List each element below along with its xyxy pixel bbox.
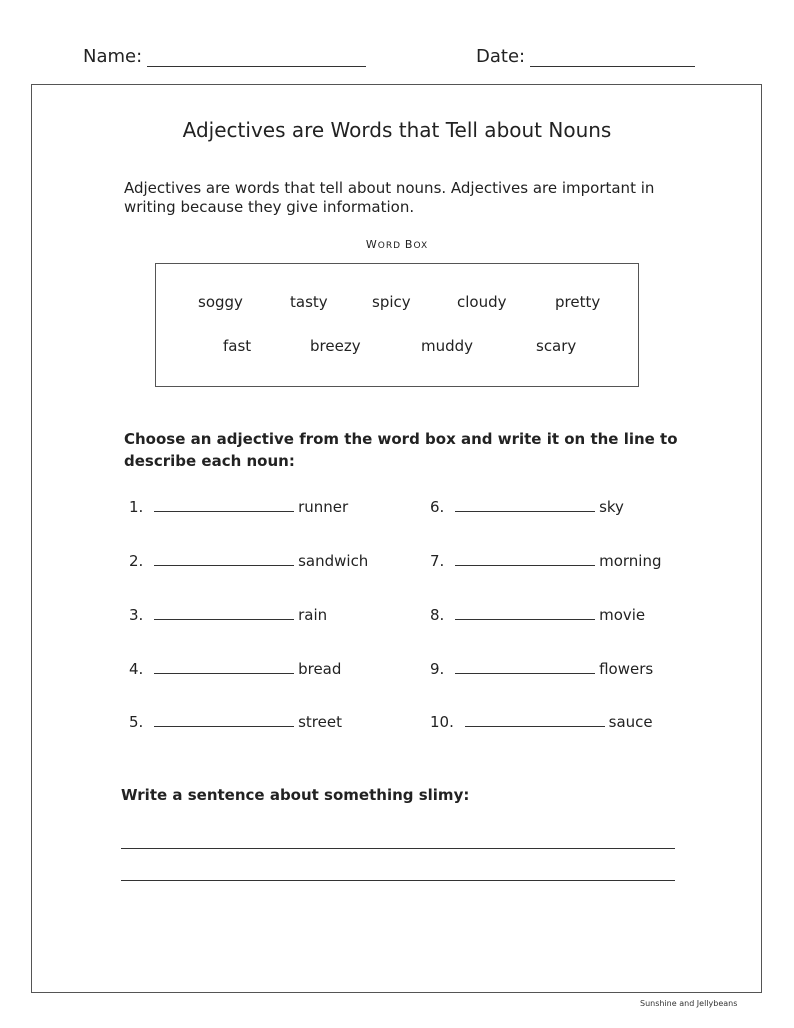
- word-breezy: breezy: [310, 337, 361, 355]
- answer-blank[interactable]: [154, 725, 294, 727]
- intro-text: Adjectives are words that tell about nouns. Adjectives are important in writing because they give information.: [124, 179, 655, 216]
- instruction-text: Choose an adjective from the word box and write it on the line to describe each noun:: [124, 430, 678, 470]
- sentence-prompt: Write a sentence about something slimy:: [121, 786, 470, 804]
- item-number: 7.: [430, 552, 445, 570]
- item-number: 3.: [129, 606, 144, 624]
- item-number: 6.: [430, 498, 445, 516]
- answer-blank[interactable]: [455, 618, 595, 620]
- item-number: 1.: [129, 498, 144, 516]
- item-noun: sky: [599, 498, 624, 516]
- date-line[interactable]: [530, 66, 695, 67]
- word-cloudy: cloudy: [457, 293, 507, 311]
- item-number: 4.: [129, 660, 144, 678]
- item-number: 8.: [430, 606, 445, 624]
- writing-line-2[interactable]: [121, 880, 675, 881]
- item-number: 10.: [430, 713, 454, 731]
- date-label: Date:: [476, 46, 526, 67]
- item-noun: sauce: [608, 713, 653, 731]
- item-noun: runner: [298, 498, 349, 516]
- worksheet-title: Adjectives are Words that Tell about Nouns: [182, 118, 612, 142]
- word-soggy: soggy: [198, 293, 243, 311]
- word-fast: fast: [223, 337, 252, 355]
- footer-credit: Sunshine and Jellybeans: [640, 999, 738, 1008]
- list-item: [129, 606, 327, 624]
- list-item: [129, 713, 342, 731]
- word-pretty: pretty: [555, 293, 601, 311]
- list-item: [129, 552, 368, 570]
- word-box-title: WORD BOX: [365, 238, 429, 251]
- list-item: [430, 498, 624, 516]
- item-noun: movie: [599, 606, 646, 624]
- item-noun: rain: [298, 606, 328, 624]
- list-item: [129, 660, 341, 678]
- word-scary: scary: [536, 337, 577, 355]
- worksheet-frame: [31, 84, 762, 993]
- item-noun: street: [298, 713, 342, 731]
- answer-blank[interactable]: [465, 725, 605, 727]
- item-number: 5.: [129, 713, 144, 731]
- word-spicy: spicy: [372, 293, 411, 311]
- list-item: [430, 713, 653, 731]
- item-number: 9.: [430, 660, 445, 678]
- list-item: [129, 498, 348, 516]
- list-item: [430, 606, 645, 624]
- list-item: [430, 552, 662, 570]
- item-noun: flowers: [599, 660, 654, 678]
- name-label: Name:: [83, 46, 143, 67]
- word-tasty: tasty: [290, 293, 328, 311]
- word-box: [155, 263, 639, 387]
- item-noun: bread: [298, 660, 342, 678]
- item-noun: sandwich: [298, 552, 369, 570]
- answer-blank[interactable]: [455, 672, 595, 674]
- answer-blank[interactable]: [154, 564, 294, 566]
- item-noun: morning: [599, 552, 662, 570]
- writing-line-1[interactable]: [121, 848, 675, 849]
- name-line[interactable]: [147, 66, 366, 67]
- answer-blank[interactable]: [455, 564, 595, 566]
- list-item: [430, 660, 653, 678]
- item-number: 2.: [129, 552, 144, 570]
- word-muddy: muddy: [421, 337, 474, 355]
- answer-blank[interactable]: [455, 510, 595, 512]
- answer-blank[interactable]: [154, 672, 294, 674]
- answer-blank[interactable]: [154, 618, 294, 620]
- answer-blank[interactable]: [154, 510, 294, 512]
